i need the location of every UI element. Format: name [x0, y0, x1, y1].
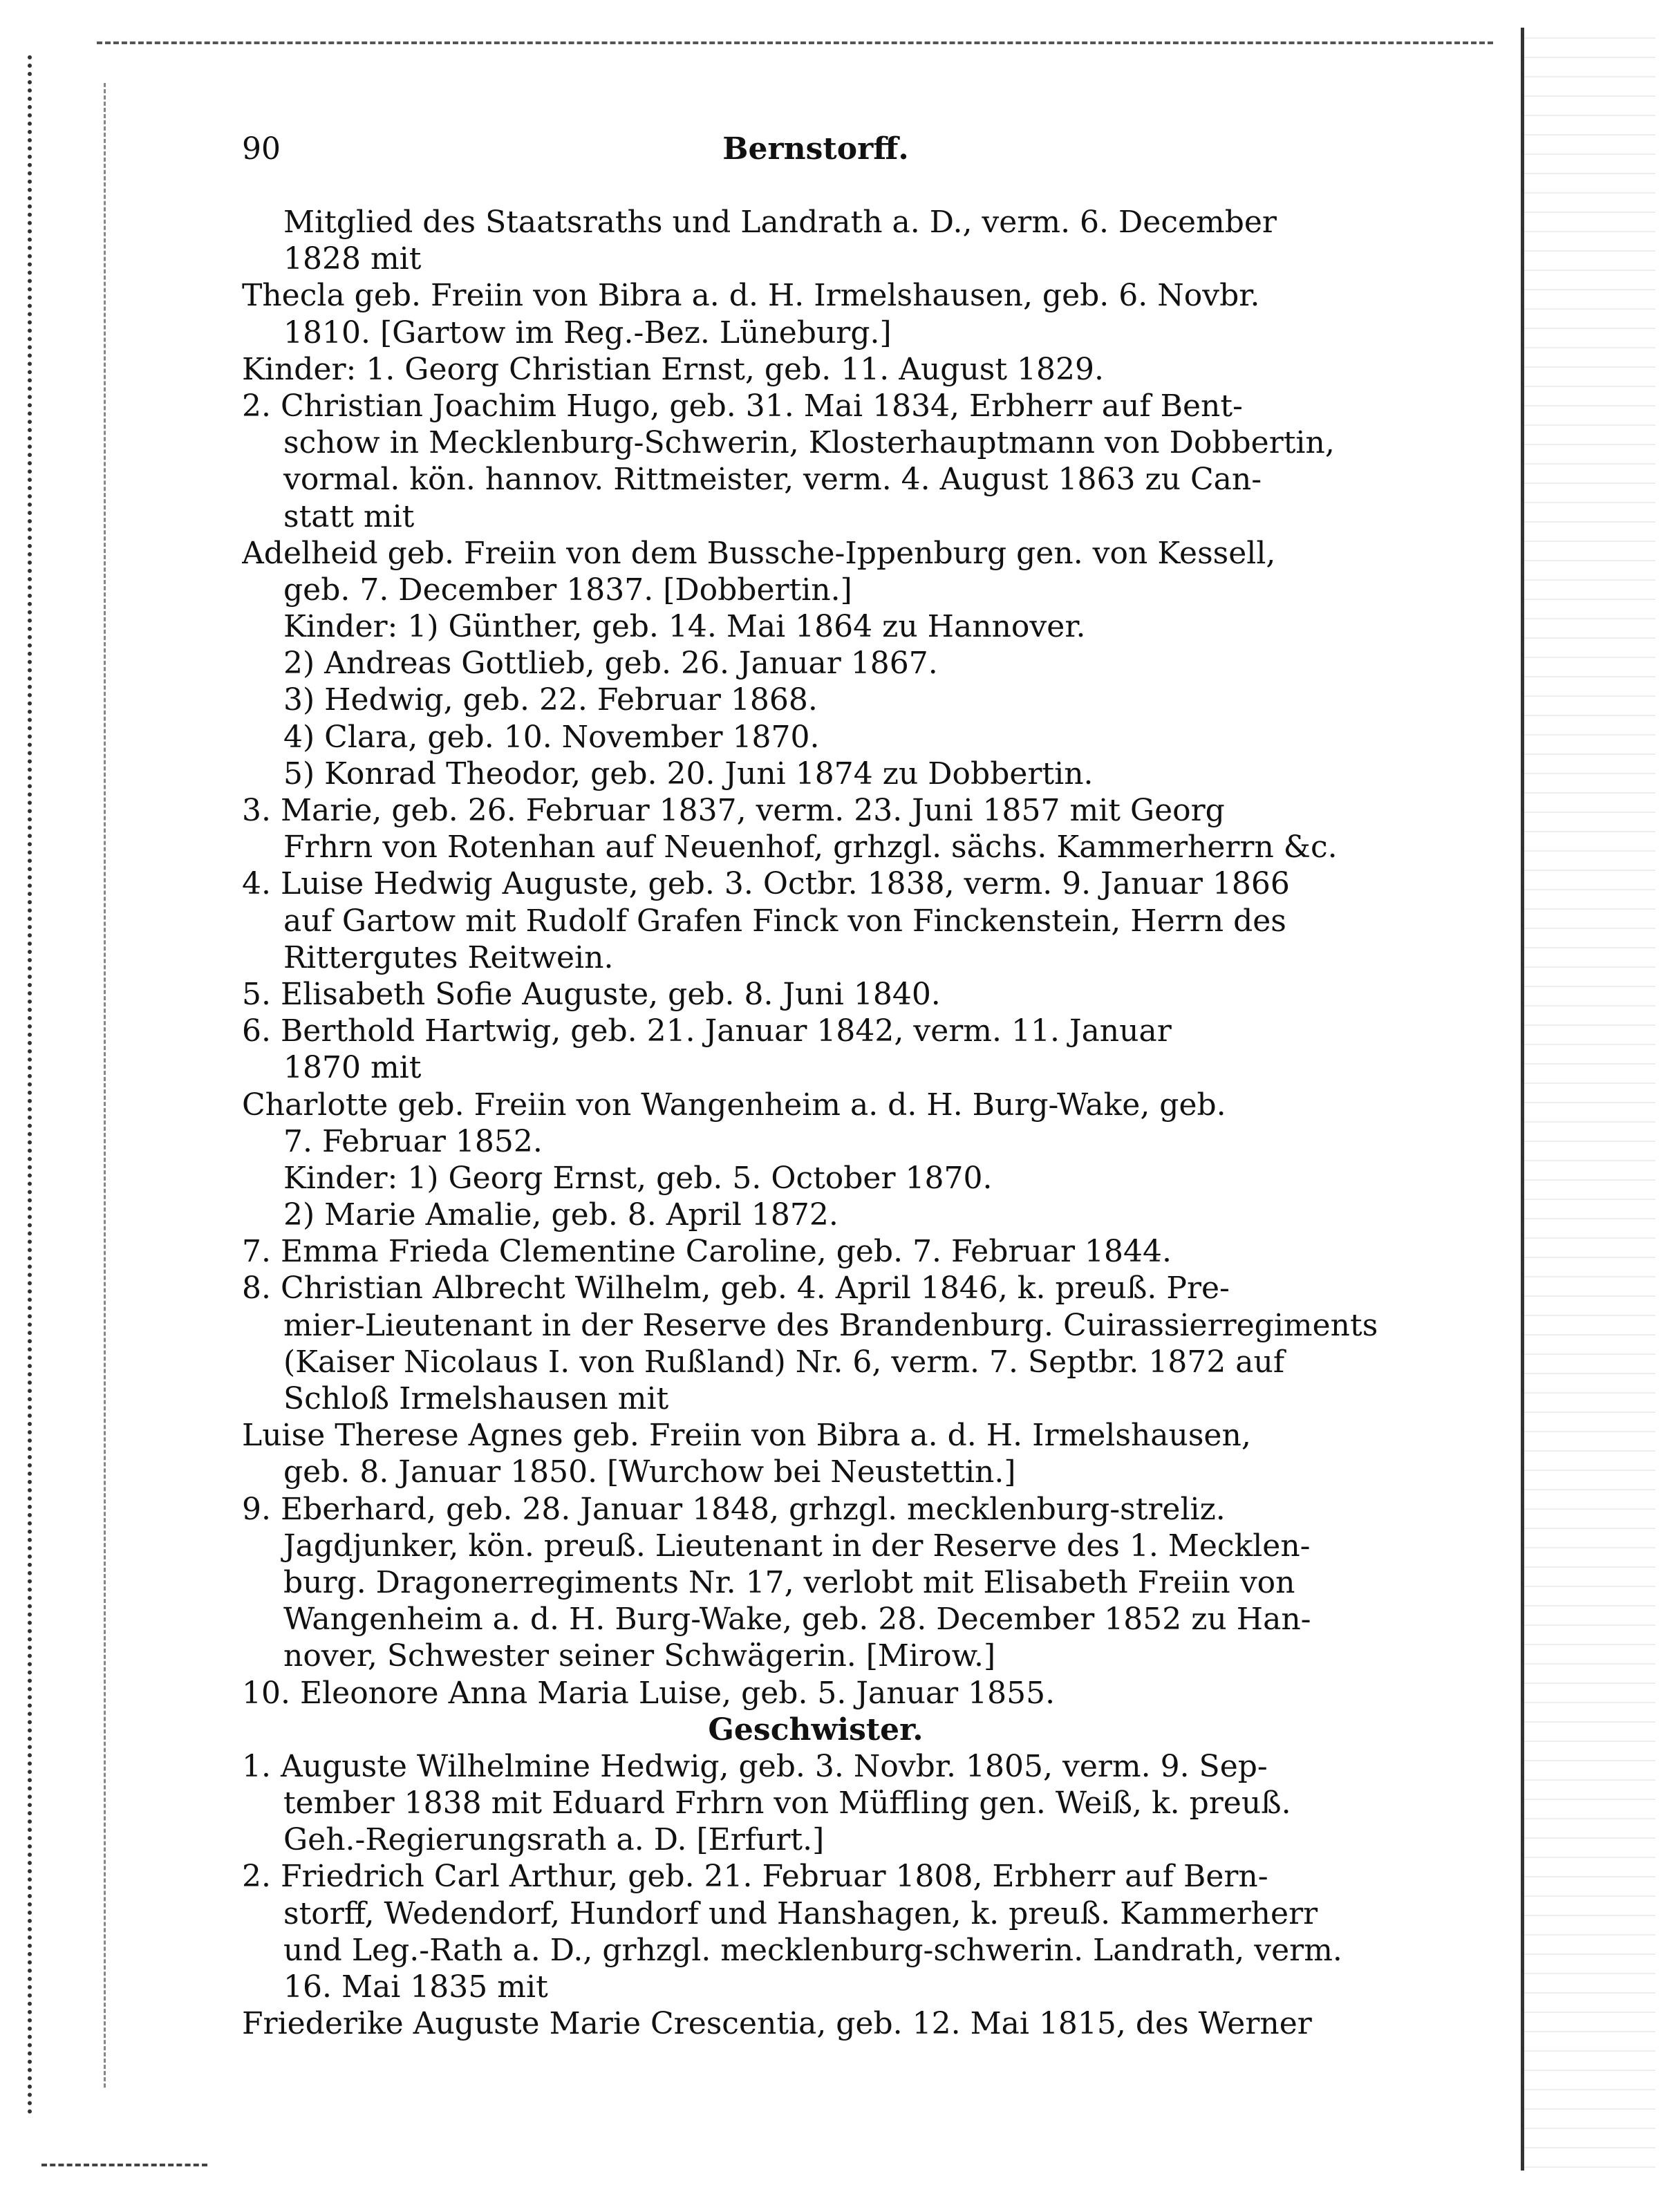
- text-line: geb. 8. Januar 1850. [Wurchow bei Neustettin.]: [283, 1454, 1016, 1490]
- text-line: 6. Berthold Hartwig, geb. 21. Januar 1842, verm. 11. Januar: [242, 1013, 1172, 1049]
- text-line: 2) Andreas Gottlieb, geb. 26. Januar 1867.: [283, 646, 938, 682]
- scan-edge-left: [28, 55, 66, 2115]
- text-line: Friederike Auguste Marie Crescentia, geb. 12. Mai 1815, des Werner: [242, 2006, 1312, 2042]
- text-line: 1870 mit: [283, 1050, 422, 1086]
- text-line: Wangenheim a. d. H. Burg-Wake, geb. 28. December 1852 zu Han-: [283, 1602, 1311, 1638]
- text-line: 5. Elisabeth Sofie Auguste, geb. 8. Juni 1840.: [242, 976, 941, 1012]
- text-line: 7. Emma Frieda Clementine Caroline, geb. 7. Februar 1844.: [242, 1234, 1172, 1270]
- text-line: Frhrn von Rotenhan auf Neuenhof, grhzgl. sächs. Kammerherrn &c.: [283, 830, 1338, 865]
- text-line: Schloß Irmelshausen mit: [283, 1381, 669, 1416]
- text-line: (Kaiser Nicolaus I. von Rußland) Nr. 6, verm. 7. Septbr. 1872 auf: [283, 1344, 1285, 1380]
- text-line: Kinder: 1. Georg Christian Ernst, geb. 11. August 1829.: [242, 351, 1105, 387]
- text-line: 5) Konrad Theodor, geb. 20. Juni 1874 zu Dobbertin.: [283, 756, 1094, 791]
- text-line: 16. Mai 1835 mit: [283, 1969, 548, 2005]
- text-line: 2) Marie Amalie, geb. 8. April 1872.: [283, 1197, 838, 1233]
- text-line: nover, Schwester seiner Schwägerin. [Mirow.]: [283, 1638, 996, 1674]
- text-line: tember 1838 mit Eduard Frhrn von Müffling gen. Weiß, k. preuß.: [283, 1785, 1291, 1821]
- text-line: 8. Christian Albrecht Wilhelm, geb. 4. April 1846, k. preuß. Pre-: [242, 1271, 1230, 1306]
- scan-edge-top: [97, 41, 1493, 48]
- text-line: 7. Februar 1852.: [283, 1123, 543, 1159]
- text-line: 4) Clara, geb. 10. November 1870.: [283, 719, 820, 755]
- text-line: 1810. [Gartow im Reg.-Bez. Lüneburg.]: [283, 315, 892, 350]
- page-header: [242, 131, 1389, 180]
- running-head: Bernstorff.: [722, 131, 909, 167]
- text-line: 2. Christian Joachim Hugo, geb. 31. Mai 1834, Erbherr auf Bent-: [242, 388, 1243, 424]
- text-line: vormal. kön. hannov. Rittmeister, verm. 4. August 1863 zu Can-: [283, 462, 1262, 498]
- text-line: 4. Luise Hedwig Auguste, geb. 3. Octbr. 1838, verm. 9. Januar 1866: [242, 866, 1290, 902]
- text-line: Luise Therese Agnes geb. Freiin von Bibra a. d. H. Irmelshausen,: [242, 1418, 1251, 1454]
- section-heading: Geschwister.: [708, 1712, 924, 1747]
- scan-edge-bottom: [41, 2164, 207, 2169]
- text-line: Kinder: 1) Georg Ernst, geb. 5. October 1870.: [283, 1160, 993, 1196]
- text-line: und Leg.-Rath a. D., grhzgl. mecklenburg-schwerin. Landrath, verm.: [283, 1932, 1342, 1968]
- text-line: Rittergutes Reitwein.: [283, 939, 614, 975]
- text-block: [242, 204, 1389, 2042]
- scan-edge-left-inner: [104, 83, 109, 2088]
- text-line: Adelheid geb. Freiin von dem Bussche-Ippenburg gen. von Kessell,: [242, 535, 1276, 571]
- text-line: Geh.-Regierungsrath a. D. [Erfurt.]: [283, 1822, 825, 1858]
- text-line: 3. Marie, geb. 26. Februar 1837, verm. 23. Juni 1857 mit Georg: [242, 793, 1225, 828]
- text-line: Kinder: 1) Günther, geb. 14. Mai 1864 zu Hannover.: [283, 609, 1086, 645]
- text-line: Charlotte geb. Freiin von Wangenheim a. d. H. Burg-Wake, geb.: [242, 1087, 1226, 1123]
- scan-edge-right: [1521, 28, 1656, 2171]
- text-line: auf Gartow mit Rudolf Grafen Finck von Finckenstein, Herrn des: [283, 903, 1286, 939]
- text-line: 2. Friedrich Carl Arthur, geb. 21. Februar 1808, Erbherr auf Bern-: [242, 1859, 1268, 1895]
- text-line: 1828 mit: [283, 241, 422, 277]
- page-number: 90: [242, 131, 281, 167]
- text-line: Mitglied des Staatsraths und Landrath a. D., verm. 6. December: [283, 205, 1277, 240]
- text-line: schow in Mecklenburg-Schwerin, Klosterhauptmann von Dobbertin,: [283, 425, 1335, 461]
- text-line: mier-Lieutenant in der Reserve des Brandenburg. Cuirassierregiments: [283, 1307, 1378, 1343]
- text-line: 1. Auguste Wilhelmine Hedwig, geb. 3. Novbr. 1805, verm. 9. Sep-: [242, 1748, 1268, 1784]
- text-line: 10. Eleonore Anna Maria Luise, geb. 5. Januar 1855.: [242, 1675, 1056, 1711]
- text-line: Thecla geb. Freiin von Bibra a. d. H. Irmelshausen, geb. 6. Novbr.: [242, 278, 1260, 314]
- text-line: 9. Eberhard, geb. 28. Januar 1848, grhzgl. mecklenburg-streliz.: [242, 1491, 1226, 1527]
- text-line: burg. Dragonerregiments Nr. 17, verlobt mit Elisabeth Freiin von: [283, 1564, 1295, 1600]
- text-line: statt mit: [283, 498, 415, 534]
- text-line: geb. 7. December 1837. [Dobbertin.]: [283, 572, 852, 608]
- text-line: Jagdjunker, kön. preuß. Lieutenant in der Reserve des 1. Mecklen-: [283, 1528, 1311, 1564]
- text-line: 3) Hedwig, geb. 22. Februar 1868.: [283, 682, 818, 718]
- text-line: storff, Wedendorf, Hundorf und Hanshagen, k. preuß. Kammerherr: [283, 1895, 1318, 1931]
